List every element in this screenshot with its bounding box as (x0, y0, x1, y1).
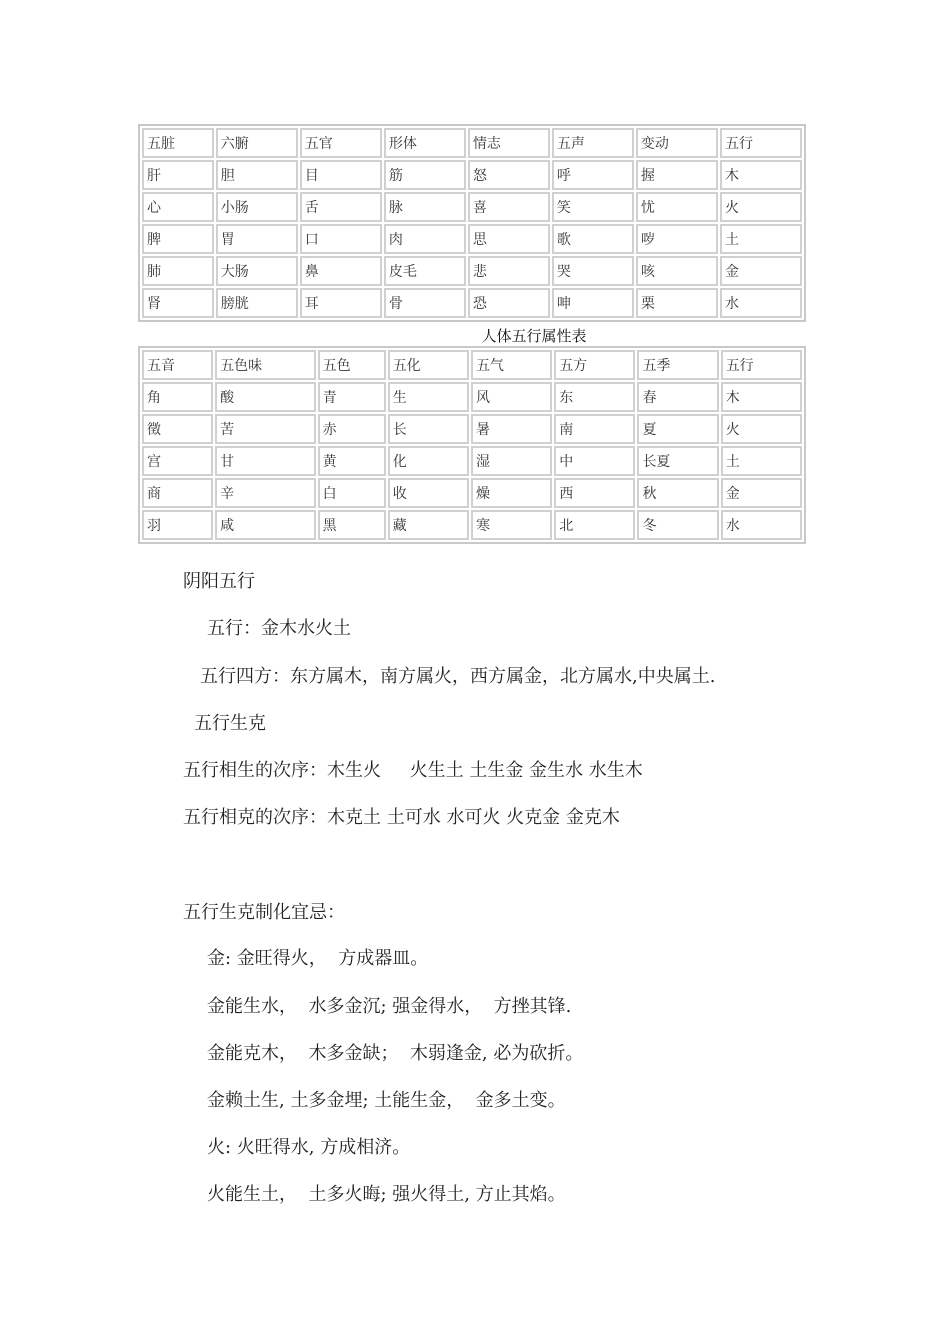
yinyang-heading: 阴阳五行 (183, 571, 255, 592)
table-cell: 笑 (552, 192, 634, 222)
table-cell: 握 (636, 160, 718, 190)
table-cell: 口 (300, 224, 382, 254)
table-cell: 土 (720, 224, 802, 254)
table-cell: 东 (554, 382, 635, 412)
table-header-cell: 五行 (720, 128, 802, 158)
huo-rule-2: 火能生土， 土多火晦; 强火得土, 方止其焰。 (207, 1184, 566, 1205)
table-cell: 商 (142, 478, 213, 508)
table-header-row (142, 350, 802, 380)
table-row (142, 160, 802, 190)
table-cell: 思 (468, 224, 550, 254)
table-cell: 宫 (142, 446, 213, 476)
table-cell: 夏 (637, 414, 718, 444)
table-cell: 黄 (318, 446, 386, 476)
table-cell: 大肠 (216, 256, 298, 286)
table-cell: 水 (720, 288, 802, 318)
table-cell: 鼻 (300, 256, 382, 286)
table-cell: 心 (142, 192, 214, 222)
table-cell: 角 (142, 382, 213, 412)
five-elements-attribute-table (138, 346, 806, 544)
table-cell: 皮毛 (384, 256, 466, 286)
table-row (142, 256, 802, 286)
table-caption: 人体五行属性表 (481, 327, 587, 345)
table-header-cell: 五化 (388, 350, 469, 380)
table-cell: 膀胱 (216, 288, 298, 318)
table-header-cell: 五行 (721, 350, 802, 380)
table-header-cell: 五季 (637, 350, 718, 380)
table-cell: 呼 (552, 160, 634, 190)
table-row (142, 192, 802, 222)
table-cell: 火 (720, 192, 802, 222)
table-cell: 青 (318, 382, 386, 412)
table-cell: 肾 (142, 288, 214, 318)
table-cell: 筋 (384, 160, 466, 190)
table-cell: 湿 (471, 446, 552, 476)
table-cell: 辛 (215, 478, 316, 508)
huo-rule-1: 火: 火旺得水, 方成相济。 (207, 1137, 411, 1158)
table-cell: 秋 (637, 478, 718, 508)
table-cell: 金 (720, 256, 802, 286)
table-cell: 春 (637, 382, 718, 412)
table-header-cell: 五色味 (215, 350, 316, 380)
table-cell: 胃 (216, 224, 298, 254)
jin-rule-4: 金赖土生, 土多金埋; 土能生金， 金多土变。 (207, 1090, 566, 1111)
table-cell: 收 (388, 478, 469, 508)
table-cell: 白 (318, 478, 386, 508)
table-header-cell: 五声 (552, 128, 634, 158)
table-cell: 风 (471, 382, 552, 412)
table-row (142, 510, 802, 540)
table-header-row (142, 128, 802, 158)
table-cell: 生 (388, 382, 469, 412)
table-cell: 中 (554, 446, 635, 476)
table-cell: 恐 (468, 288, 550, 318)
table-cell: 水 (721, 510, 802, 540)
table-cell: 骨 (384, 288, 466, 318)
table-cell: 咳 (636, 256, 718, 286)
table-cell: 哕 (636, 224, 718, 254)
table-cell: 喜 (468, 192, 550, 222)
wuxing-directions: 五行四方：东方属木，南方属火，西方属金，北方属水,中央属土. (200, 666, 716, 687)
table-header-cell: 五方 (554, 350, 635, 380)
table-header-cell: 五官 (300, 128, 382, 158)
table-cell: 木 (721, 382, 802, 412)
table-cell: 长 (388, 414, 469, 444)
table-cell: 南 (554, 414, 635, 444)
table-cell: 脉 (384, 192, 466, 222)
table-cell: 北 (554, 510, 635, 540)
table-cell: 羽 (142, 510, 213, 540)
table-cell: 化 (388, 446, 469, 476)
table-row (142, 382, 802, 412)
table-header-cell: 五音 (142, 350, 213, 380)
table-cell: 燥 (471, 478, 552, 508)
table-cell: 黑 (318, 510, 386, 540)
organs-attribute-table (138, 124, 806, 322)
table-cell: 火 (721, 414, 802, 444)
table-cell: 小肠 (216, 192, 298, 222)
table-row (142, 446, 802, 476)
wuxing-list: 五行：金木水火土 (207, 618, 351, 639)
table-cell: 酸 (215, 382, 316, 412)
table-cell: 肉 (384, 224, 466, 254)
table-header-cell: 六腑 (216, 128, 298, 158)
table-header-cell: 情志 (468, 128, 550, 158)
table-cell: 胆 (216, 160, 298, 190)
table-cell: 哭 (552, 256, 634, 286)
table-cell: 忧 (636, 192, 718, 222)
table-cell: 甘 (215, 446, 316, 476)
table-header-cell: 五色 (318, 350, 386, 380)
table-cell: 咸 (215, 510, 316, 540)
jin-rule-3: 金能克木， 木多金缺； 木弱逢金, 必为砍折。 (207, 1043, 584, 1064)
table-cell: 徵 (142, 414, 213, 444)
table-cell: 苦 (215, 414, 316, 444)
table-cell: 目 (300, 160, 382, 190)
table-row (142, 478, 802, 508)
jin-rule-1: 金: 金旺得火， 方成器皿。 (207, 948, 429, 969)
table-cell: 赤 (318, 414, 386, 444)
table-cell: 歌 (552, 224, 634, 254)
sheng-order: 五行相生的次序：木生火 火生土 土生金 金生水 水生木 (183, 760, 643, 781)
table-header-cell: 变动 (636, 128, 718, 158)
table-cell: 藏 (388, 510, 469, 540)
table-cell: 舌 (300, 192, 382, 222)
ke-order: 五行相克的次序：木克土 土可水 水可火 火克金 金克木 (183, 807, 620, 828)
table-cell: 木 (720, 160, 802, 190)
table-header-cell: 形体 (384, 128, 466, 158)
table-cell: 耳 (300, 288, 382, 318)
table-cell: 冬 (637, 510, 718, 540)
table-cell: 栗 (636, 288, 718, 318)
table-header-cell: 五脏 (142, 128, 214, 158)
table-cell: 寒 (471, 510, 552, 540)
table-row (142, 288, 802, 318)
table-header-cell: 五气 (471, 350, 552, 380)
table-cell: 悲 (468, 256, 550, 286)
table-cell: 呻 (552, 288, 634, 318)
table-cell: 西 (554, 478, 635, 508)
table-cell: 暑 (471, 414, 552, 444)
yiji-heading: 五行生克制化宜忌： (183, 902, 345, 923)
table-cell: 脾 (142, 224, 214, 254)
table-row (142, 414, 802, 444)
table-cell: 肝 (142, 160, 214, 190)
shengke-heading: 五行生克 (194, 713, 266, 734)
table-cell: 土 (721, 446, 802, 476)
table-cell: 长夏 (637, 446, 718, 476)
table-row (142, 224, 802, 254)
table-cell: 金 (721, 478, 802, 508)
jin-rule-2: 金能生水， 水多金沉; 强金得水， 方挫其锋. (207, 996, 572, 1017)
table-cell: 怒 (468, 160, 550, 190)
table-cell: 肺 (142, 256, 214, 286)
